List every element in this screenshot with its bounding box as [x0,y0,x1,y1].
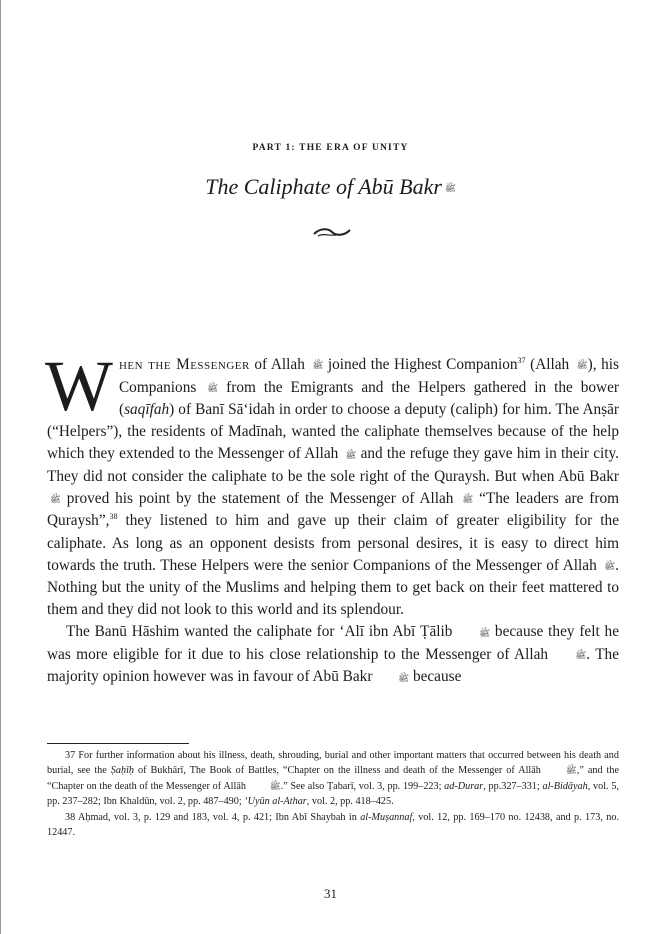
italic-term: Ṣaḥīḥ [110,765,135,777]
text-run: .” See also Ṭabarī, vol. 3, pp. 199–223; [280,780,445,792]
text-run: because they felt he was more eligible for it due to his close relationship to the Messenger of Allah [47,623,619,663]
chapter-title [0,174,661,200]
honorific-icon: ﷺ [575,650,587,661]
honorific-icon: ﷺ [576,360,588,371]
footnote-38 [47,810,619,841]
text-run: , pp.327–331; [483,780,543,792]
footnote-ref: 37 [517,355,526,365]
text-run: . Nothing but the unity of the Muslims and helping them to get back on their feet mattered to them and they did not look to this world and its splendour. [47,556,619,619]
text-run: ), his Companions [118,356,619,396]
part-heading: PART 1: THE ERA OF UNITY [252,143,409,153]
text-run: 37 For further information about his illness, death, shrouding, burial and other important matters that occurred between his death and burial, see the [47,750,619,777]
italic-term: ad-Durar [444,780,484,792]
paragraph [45,346,620,621]
text-run: , vol. 5, pp. 237–282; Ibn Khaldūn, vol. 2, pp. 487–490; [47,780,619,808]
italic-term: saqīfah [124,401,170,419]
honorific-icon: ﷺ [462,494,474,505]
ornament-divider-icon [310,224,354,240]
text-run: ,” and the “Chapter on the death of the Messenger of Allāh [47,765,620,792]
text-run: ) of Banī Sā‘idah in order to choose a deputy (caliph) for him. The Anṣār (“Helpers”), the residents of Madīnah, wanted the caliphate themselves because of the help which they extended to the Messenger of Allah [47,401,619,463]
honorific-icon: ﷺ [444,182,456,193]
footnote-37 [47,748,619,810]
page-number: 31 [324,886,337,901]
honorific-icon: ﷺ [207,382,219,393]
honorific-icon: ﷺ [565,765,577,776]
text-run: “The leaders are from Quraysh”, [47,489,619,530]
text-run: 38 Aḥmad, vol. 3, p. 129 and 183, vol. 4, p. 421; Ibn Abī Shaybah in [65,811,361,823]
chapter-title-text: The Caliphate of Abū Bakr [205,174,442,199]
text-run: and the refuge they gave him in their city. They did not consider the caliphate to be the sole right of the Quraysh. But when Abū Bakr [47,445,620,485]
honorific-icon: ﷺ [345,449,357,460]
footnotes [47,748,619,841]
text-run: they listened to him and gave up their claim of greater eligibility for the caliphate. As long as an opponent desists from personal desires, it is easy to direct him towards the truth. These Helpers were the senior Companions of the Messenger of Allah [47,512,619,574]
footnote-rule [47,743,189,744]
italic-term: ‘Uyūn al-Athar [244,796,307,808]
italic-term: al-Muṣannaf [360,811,413,823]
text-run: , vol. 12, pp. 169–170 no. 12438, and p. 173, no. 12447. [47,811,619,839]
drop-cap: W [45,346,113,426]
honorific-icon: ﷺ [269,780,281,791]
text-run: of Allah [249,356,310,373]
text-run: (Allah [525,356,574,373]
text-run: proved his point by the statement of the Messenger of Allah [60,489,460,507]
honorific-icon: ﷺ [50,494,61,505]
honorific-icon: ﷺ [604,561,616,572]
text-run: from the Emigrants and the Helpers gathered in the bower ( [118,378,619,419]
honorific-icon: ﷺ [398,672,410,683]
text-run: joined the Highest Companion [323,356,518,373]
page-edge [0,0,1,934]
footnote-ref: 38 [109,512,118,522]
text-run: The Banū Hāshim wanted the caliphate for ‘Alī ibn Abī Ṭālib [66,623,458,641]
body-text [45,346,620,689]
italic-term: al-Bidāyah [542,780,588,792]
text-run: because [409,668,462,686]
text-run: . The majority opinion however was in favour of Abū Bakr [47,645,619,686]
text-run: , vol. 2, pp. 418–425. [306,796,394,808]
honorific-icon: ﷺ [479,627,491,638]
honorific-icon: ﷺ [312,360,324,371]
paragraph [47,621,619,689]
text-run: of Bukhārī, The Book of Battles, “Chapter on the illness and death of the Messenger of Allāh [134,765,545,777]
lead-in: hen the Messenger [118,356,250,373]
